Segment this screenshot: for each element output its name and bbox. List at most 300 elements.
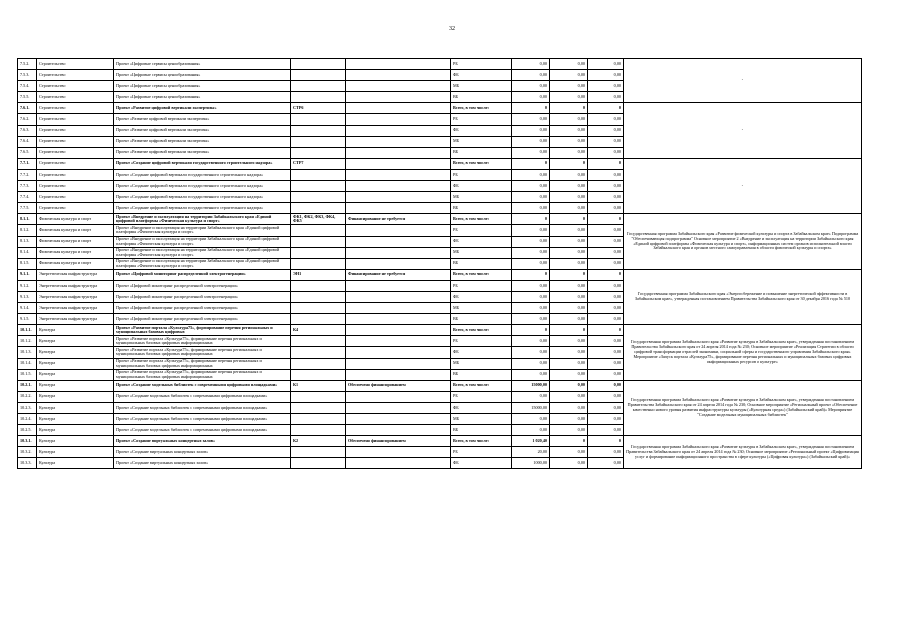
value-cell-3: 0,00	[588, 280, 624, 291]
source-cell: ФБ	[451, 458, 512, 469]
row-number-cell: 10.2.2.	[18, 391, 37, 402]
sector-cell: Энергетическая инфраструктура	[37, 269, 114, 280]
code-cell	[291, 314, 346, 325]
value-cell-3: 0,00	[588, 59, 624, 70]
table-row	[18, 436, 862, 447]
source-cell: МБ	[451, 358, 512, 369]
source-cell: ФБ	[451, 70, 512, 81]
program-note-cell: Государственная программа Забайкальского края «Развитие физической культуры и спорта в Забайкальском крае» Подпрограмма "Обеспечивающая подпрограмма" Основное мероприятие 2 «Внедрение и эксплуатация на территории Забайкальского края «Единой цифровой платформы «Физическая культура и спорт», информационных систем органов исполнительной власти Забайкальского края и органов местного самоуправления в области физической культуры и спорта»	[624, 214, 862, 269]
financing-cell	[346, 236, 451, 247]
code-cell: К1	[291, 380, 346, 391]
row-number-cell: 7.6.5.	[18, 147, 37, 158]
value-cell-3: 0	[588, 325, 624, 336]
sector-cell: Строительство	[37, 103, 114, 114]
code-cell	[291, 247, 346, 258]
project-cell: Проект «Внедрение и эксплуатация на территории Забайкальского края «Единой цифровой платформы «Физическая культура и спорт»	[114, 236, 291, 247]
value-cell-1: 0,00	[512, 303, 550, 314]
project-cell: Проект «Развитие цифровой вертикали экспертизы»	[114, 114, 291, 125]
row-number-cell: 7.7.2.	[18, 169, 37, 180]
financing-cell	[346, 225, 451, 236]
source-cell: Всего, в том числе:	[451, 325, 512, 336]
financing-cell	[346, 192, 451, 203]
table-row	[18, 59, 862, 70]
financing-cell	[346, 325, 451, 336]
project-cell: Проект «Цифровой мониторинг распределенной электрогенерации»	[114, 291, 291, 302]
code-cell: СТР7	[291, 158, 346, 169]
financing-cell: Обеспечено финансированием	[346, 380, 451, 391]
value-cell-3: 0,00	[588, 358, 624, 369]
code-cell	[291, 347, 346, 358]
project-cell: Проект «Создание цифровой вертикали государственного строительного надзора»	[114, 169, 291, 180]
source-cell: ВБ	[451, 92, 512, 103]
value-cell-2: 0,00	[550, 81, 588, 92]
value-cell-1: 0	[512, 158, 550, 169]
financing-cell	[346, 303, 451, 314]
row-number-cell: 10.1.4.	[18, 358, 37, 369]
value-cell-3: 0	[588, 103, 624, 114]
value-cell-2: 0,00	[550, 380, 588, 391]
financing-cell: Обеспечено финансированием	[346, 436, 451, 447]
project-cell: Проект «Цифровые сервисы ценообразования»	[114, 81, 291, 92]
financing-cell	[346, 70, 451, 81]
value-cell-1: 0,00	[512, 247, 550, 258]
sector-cell: Культура	[37, 358, 114, 369]
value-cell-3: 0,00	[588, 114, 624, 125]
project-cell: Проект «Цифровой мониторинг распределенной электрогенерации»	[114, 303, 291, 314]
project-cell: Проект «Цифровые сервисы ценообразования»	[114, 70, 291, 81]
value-cell-1: 0,00	[512, 92, 550, 103]
code-cell	[291, 402, 346, 413]
code-cell	[291, 203, 346, 214]
row-number-cell: 10.2.5.	[18, 425, 37, 436]
source-cell: Всего, в том числе:	[451, 436, 512, 447]
value-cell-2: 0,00	[550, 70, 588, 81]
value-cell-3: 0	[588, 436, 624, 447]
value-cell-3: 0,00	[588, 291, 624, 302]
value-cell-1: 0,00	[512, 136, 550, 147]
value-cell-3: 0,00	[588, 192, 624, 203]
row-number-cell: 7.6.3.	[18, 125, 37, 136]
project-cell: Проект «Создание цифровой вертикали государственного строительного надзора»	[114, 192, 291, 203]
program-note-cell: Государственная программа Забайкальского края «Энергосбережение и повышение энергетической эффективности в Забайкальском крае», утвержденная постановлением Правительства Забайкальского края от 30 декабря 2016 года № 510	[624, 269, 862, 324]
table-body	[18, 59, 862, 469]
table-row	[18, 158, 862, 169]
code-cell: ЭН1	[291, 269, 346, 280]
sector-cell: Строительство	[37, 70, 114, 81]
source-cell: Всего, в том числе:	[451, 380, 512, 391]
sector-cell: Строительство	[37, 169, 114, 180]
project-cell: Проект «Развитие цифровой вертикали экспертизы»	[114, 147, 291, 158]
financing-cell	[346, 391, 451, 402]
value-cell-1: 0,00	[512, 336, 550, 347]
code-cell: СТР6	[291, 103, 346, 114]
row-number-cell: 7.7.5.	[18, 203, 37, 214]
value-cell-3: 0,00	[588, 402, 624, 413]
value-cell-3: 0,00	[588, 458, 624, 469]
sector-cell: Строительство	[37, 203, 114, 214]
value-cell-3: 0,00	[588, 225, 624, 236]
value-cell-3: 0,00	[588, 369, 624, 380]
sector-cell: Энергетическая инфраструктура	[37, 303, 114, 314]
value-cell-3: 0,00	[588, 414, 624, 425]
financing-cell	[346, 402, 451, 413]
sector-cell: Культура	[37, 436, 114, 447]
source-cell: РБ	[451, 336, 512, 347]
row-number-cell: 8.1.4.	[18, 247, 37, 258]
financing-cell	[346, 125, 451, 136]
row-number-cell: 9.1.3.	[18, 291, 37, 302]
financing-cell	[346, 414, 451, 425]
row-number-cell: 7.7.1.	[18, 158, 37, 169]
value-cell-1: 15000,00	[512, 380, 550, 391]
value-cell-3: 0,00	[588, 391, 624, 402]
value-cell-2: 0,00	[550, 225, 588, 236]
financing-cell	[346, 169, 451, 180]
row-number-cell: 9.1.5.	[18, 314, 37, 325]
value-cell-1: 0	[512, 325, 550, 336]
value-cell-2: 0,00	[550, 147, 588, 158]
value-cell-2: 0,00	[550, 447, 588, 458]
row-number-cell: 10.2.3.	[18, 402, 37, 413]
financing-cell	[346, 458, 451, 469]
financing-cell	[346, 147, 451, 158]
table-row	[18, 380, 862, 391]
row-number-cell: 9.1.4.	[18, 303, 37, 314]
financing-cell	[346, 425, 451, 436]
value-cell-3: 0,00	[588, 92, 624, 103]
financing-cell	[346, 358, 451, 369]
financing-cell	[346, 59, 451, 70]
row-number-cell: 7.5.2.	[18, 59, 37, 70]
code-cell	[291, 181, 346, 192]
financing-cell	[346, 103, 451, 114]
sector-cell: Строительство	[37, 192, 114, 203]
budget-table	[17, 58, 862, 469]
financing-cell	[346, 158, 451, 169]
value-cell-2: 0,00	[550, 458, 588, 469]
project-cell: Проект «Цифровые сервисы ценообразования»	[114, 59, 291, 70]
code-cell: К2	[291, 436, 346, 447]
sector-cell: Физическая культура и спорт	[37, 247, 114, 258]
value-cell-1: 0,00	[512, 225, 550, 236]
row-number-cell: 7.5.3.	[18, 70, 37, 81]
source-cell: МБ	[451, 136, 512, 147]
value-cell-1: 0,00	[512, 192, 550, 203]
row-number-cell: 8.1.5.	[18, 258, 37, 269]
value-cell-2: 0	[550, 325, 588, 336]
program-note-cell: Государственная программа Забайкальского края «Развитие культуры в Забайкальском крае», утвержденная постановлением Правительства Забайкальского края от 24 апреля 2014 года № 230; Основное мероприятие «Региональный проект «Обеспечение качественно нового уровня развития инфраструктуры культуры («Культурная среда») (Забайкальский край)» Мероприятие "Создание модельных муниципальных библиотек"	[624, 380, 862, 435]
code-cell	[291, 59, 346, 70]
value-cell-1: 1000,00	[512, 458, 550, 469]
row-number-cell: 9.1.2.	[18, 280, 37, 291]
code-cell	[291, 425, 346, 436]
financing-cell	[346, 314, 451, 325]
source-cell: МБ	[451, 247, 512, 258]
financing-cell	[346, 447, 451, 458]
row-number-cell: 7.6.2.	[18, 114, 37, 125]
value-cell-1: 0	[512, 214, 550, 225]
sector-cell: Строительство	[37, 81, 114, 92]
value-cell-2: 0	[550, 214, 588, 225]
source-cell: ФБ	[451, 402, 512, 413]
value-cell-1: 15000,00	[512, 402, 550, 413]
row-number-cell: 7.7.3.	[18, 181, 37, 192]
code-cell	[291, 303, 346, 314]
project-cell: Проект «Развитие цифровой вертикали экспертизы»	[114, 125, 291, 136]
sector-cell: Строительство	[37, 125, 114, 136]
value-cell-1: 0,00	[512, 280, 550, 291]
value-cell-2: 0,00	[550, 291, 588, 302]
financing-cell	[346, 347, 451, 358]
project-cell: Проект «Цифровой мониторинг распределенной электрогенерации»	[114, 269, 291, 280]
project-cell: Проект «Внедрение и эксплуатация на территории Забайкальского края «Единой цифровой платформы «Физическая культура и спорт»	[114, 258, 291, 269]
project-cell: Проект «Создание модельных библиотек с современными цифровыми площадками»	[114, 402, 291, 413]
value-cell-1: 0,00	[512, 358, 550, 369]
source-cell: РБ	[451, 225, 512, 236]
project-cell: Проект «Внедрение и эксплуатация на территории Забайкальского края «Единой цифровой платформы «Физическая культура и спорт»	[114, 225, 291, 236]
value-cell-1: 0,00	[512, 147, 550, 158]
value-cell-3: 0,00	[588, 380, 624, 391]
sector-cell: Культура	[37, 402, 114, 413]
sector-cell: Строительство	[37, 136, 114, 147]
code-cell	[291, 369, 346, 380]
project-cell: Проект «Развитие портала «Культура75», формирование перечня региональных и муниципальных базовых цифровых информационных	[114, 336, 291, 347]
table-row	[18, 325, 862, 336]
source-cell: МБ	[451, 303, 512, 314]
sector-cell: Культура	[37, 380, 114, 391]
value-cell-2: 0	[550, 269, 588, 280]
value-cell-3: 0,00	[588, 70, 624, 81]
code-cell	[291, 336, 346, 347]
project-cell: Проект «Создание модельных библиотек с современными цифровыми площадками»	[114, 380, 291, 391]
source-cell: ВБ	[451, 425, 512, 436]
source-cell: ФБ	[451, 236, 512, 247]
row-number-cell: 8.1.2.	[18, 225, 37, 236]
project-cell: Проект «Развитие портала «Культура75», формирование перечня региональных и муниципальных базовых цифровых информационных	[114, 358, 291, 369]
value-cell-2: 0,00	[550, 59, 588, 70]
sector-cell: Культура	[37, 425, 114, 436]
code-cell	[291, 391, 346, 402]
financing-cell: Финансирование не требуется	[346, 214, 451, 225]
value-cell-2: 0	[550, 103, 588, 114]
sector-cell: Строительство	[37, 147, 114, 158]
value-cell-2: 0,00	[550, 258, 588, 269]
value-cell-3: 0,00	[588, 247, 624, 258]
project-cell: Проект «Цифровые сервисы ценообразования»	[114, 92, 291, 103]
code-cell: К4	[291, 325, 346, 336]
value-cell-1: 0,00	[512, 314, 550, 325]
table-row	[18, 103, 862, 114]
sector-cell: Энергетическая инфраструктура	[37, 280, 114, 291]
row-number-cell: 7.6.4.	[18, 136, 37, 147]
page-number: 32	[449, 26, 455, 32]
value-cell-1: 1 020,40	[512, 436, 550, 447]
financing-cell: Финансирование не требуется	[346, 269, 451, 280]
row-number-cell: 10.1.1.	[18, 325, 37, 336]
code-cell	[291, 458, 346, 469]
source-cell: ФБ	[451, 291, 512, 302]
financing-cell	[346, 280, 451, 291]
code-cell	[291, 225, 346, 236]
code-cell	[291, 70, 346, 81]
project-cell: Проект «Создание цифровой вертикали государственного строительного надзора»	[114, 203, 291, 214]
financing-cell	[346, 336, 451, 347]
row-number-cell: 8.1.1.	[18, 214, 37, 225]
value-cell-3: 0,00	[588, 425, 624, 436]
value-cell-2: 0,00	[550, 125, 588, 136]
value-cell-2: 0,00	[550, 181, 588, 192]
source-cell: МБ	[451, 414, 512, 425]
value-cell-3: 0,00	[588, 203, 624, 214]
value-cell-1: 0	[512, 103, 550, 114]
row-number-cell: 9.1.1.	[18, 269, 37, 280]
value-cell-1: 0,00	[512, 291, 550, 302]
sector-cell: Физическая культура и спорт	[37, 225, 114, 236]
project-cell: Проект «Создание модельных библиотек с современными цифровыми площадками»	[114, 414, 291, 425]
value-cell-2: 0,00	[550, 203, 588, 214]
source-cell: РБ	[451, 391, 512, 402]
project-cell: Проект «Развитие портала «Культура75», формирование перечня региональных и муниципальных базовых цифровых	[114, 325, 291, 336]
financing-cell	[346, 369, 451, 380]
value-cell-1: 0,00	[512, 425, 550, 436]
sector-cell: Энергетическая инфраструктура	[37, 314, 114, 325]
code-cell	[291, 192, 346, 203]
value-cell-2: 0,00	[550, 336, 588, 347]
sector-cell: Строительство	[37, 92, 114, 103]
row-number-cell: 7.5.5.	[18, 92, 37, 103]
code-cell	[291, 147, 346, 158]
source-cell: ФБ	[451, 125, 512, 136]
row-number-cell: 10.1.5.	[18, 369, 37, 380]
code-cell	[291, 280, 346, 291]
project-cell: Проект «Создание виртуальных концертных залов»	[114, 458, 291, 469]
project-cell: Проект «Развитие цифровой вертикали экспертизы»	[114, 103, 291, 114]
source-cell: РБ	[451, 59, 512, 70]
value-cell-1: 0	[512, 269, 550, 280]
value-cell-1: 0,00	[512, 391, 550, 402]
row-number-cell: 10.2.4.	[18, 414, 37, 425]
row-number-cell: 10.2.1.	[18, 380, 37, 391]
row-number-cell: 7.6.1.	[18, 103, 37, 114]
project-cell: Проект «Создание модельных библиотек с современными цифровыми площадками»	[114, 391, 291, 402]
project-cell: Проект «Развитие цифровой вертикали экспертизы»	[114, 136, 291, 147]
value-cell-1: 0,00	[512, 70, 550, 81]
sector-cell: Физическая культура и спорт	[37, 214, 114, 225]
value-cell-1: 0,00	[512, 258, 550, 269]
source-cell: Всего, в том числе:	[451, 158, 512, 169]
sector-cell: Культура	[37, 336, 114, 347]
code-cell	[291, 447, 346, 458]
value-cell-2: 0,00	[550, 425, 588, 436]
source-cell: ВБ	[451, 203, 512, 214]
row-number-cell: 7.5.4.	[18, 81, 37, 92]
row-number-cell: 8.1.3.	[18, 236, 37, 247]
value-cell-1: 0,00	[512, 81, 550, 92]
table-row	[18, 214, 862, 225]
code-cell	[291, 92, 346, 103]
value-cell-3: 0	[588, 214, 624, 225]
value-cell-1: 20,00	[512, 447, 550, 458]
source-cell: Всего, в том числе:	[451, 214, 512, 225]
program-note-cell: Государственная программа Забайкальского края «Развитие культуры в Забайкальском крае», утвержденная постановлением Правительства Забайкальского края от 24 апреля 2014 года № 230; Основное мероприятие «Реализация Стратегии в области цифровой трансформации отраслей экономики, социальной сферы и государственного управления Забайкальского края» Мероприятие «Запуск портала «Культура75», формирование перечня региональных и муниципальных базовых цифровых информационных ресурсов о культуре»	[624, 325, 862, 380]
sector-cell: Строительство	[37, 181, 114, 192]
source-cell: РБ	[451, 114, 512, 125]
project-cell: Проект «Создание виртуальных концертных залов»	[114, 436, 291, 447]
financing-cell	[346, 92, 451, 103]
value-cell-1: 0,00	[512, 125, 550, 136]
value-cell-2: 0,00	[550, 414, 588, 425]
project-cell: Проект «Создание виртуальных концертных залов»	[114, 447, 291, 458]
code-cell	[291, 258, 346, 269]
value-cell-3: 0,00	[588, 169, 624, 180]
row-number-cell: 10.3.1.	[18, 436, 37, 447]
project-cell: Проект «Цифровой мониторинг распределенной электрогенерации»	[114, 314, 291, 325]
sector-cell: Строительство	[37, 59, 114, 70]
program-note-cell: -	[624, 103, 862, 158]
value-cell-2: 0,00	[550, 236, 588, 247]
value-cell-1: 0,00	[512, 181, 550, 192]
sector-cell: Строительство	[37, 114, 114, 125]
value-cell-3: 0	[588, 269, 624, 280]
value-cell-3: 0,00	[588, 181, 624, 192]
value-cell-3: 0,00	[588, 81, 624, 92]
value-cell-3: 0	[588, 158, 624, 169]
value-cell-2: 0,00	[550, 136, 588, 147]
value-cell-2: 0,00	[550, 247, 588, 258]
program-note-cell: Государственная программа Забайкальского края «Развитие культуры в Забайкальском крае», утвержденная постановлением Правительства Забайкальского края от 24 апреля 2014 года № 230; Основное мероприятие «Региональный проект «Цифровизация услуг и формирование информационного пространства в сфере культуры («Цифровая культура») (Забайкальский край)»	[624, 436, 862, 469]
sector-cell: Энергетическая инфраструктура	[37, 291, 114, 302]
value-cell-2: 0,00	[550, 169, 588, 180]
value-cell-3: 0,00	[588, 136, 624, 147]
code-cell	[291, 358, 346, 369]
financing-cell	[346, 258, 451, 269]
value-cell-2: 0	[550, 158, 588, 169]
financing-cell	[346, 114, 451, 125]
financing-cell	[346, 136, 451, 147]
value-cell-3: 0,00	[588, 347, 624, 358]
sector-cell: Строительство	[37, 158, 114, 169]
financing-cell	[346, 203, 451, 214]
project-cell: Проект «Создание модельных библиотек с современными цифровыми площадками»	[114, 425, 291, 436]
value-cell-2: 0,00	[550, 314, 588, 325]
value-cell-2: 0,00	[550, 192, 588, 203]
sector-cell: Культура	[37, 447, 114, 458]
value-cell-1: 0,00	[512, 347, 550, 358]
code-cell	[291, 81, 346, 92]
sector-cell: Культура	[37, 414, 114, 425]
sector-cell: Культура	[37, 391, 114, 402]
value-cell-2: 0,00	[550, 347, 588, 358]
value-cell-2: 0,00	[550, 391, 588, 402]
source-cell: МБ	[451, 81, 512, 92]
financing-cell	[346, 181, 451, 192]
value-cell-1: 0,00	[512, 414, 550, 425]
project-cell: Проект «Цифровой мониторинг распределенной электрогенерации»	[114, 280, 291, 291]
sector-cell: Культура	[37, 347, 114, 358]
code-cell: ФК1, ФК2, ФК3, ФК4, ФК5	[291, 214, 346, 225]
value-cell-3: 0,00	[588, 258, 624, 269]
code-cell	[291, 414, 346, 425]
value-cell-3: 0,00	[588, 236, 624, 247]
value-cell-2: 0,00	[550, 402, 588, 413]
value-cell-1: 0,00	[512, 59, 550, 70]
value-cell-3: 0,00	[588, 336, 624, 347]
row-number-cell: 10.3.3.	[18, 458, 37, 469]
row-number-cell: 10.1.2.	[18, 336, 37, 347]
source-cell: Всего, в том числе:	[451, 269, 512, 280]
value-cell-2: 0,00	[550, 358, 588, 369]
value-cell-1: 0,00	[512, 369, 550, 380]
